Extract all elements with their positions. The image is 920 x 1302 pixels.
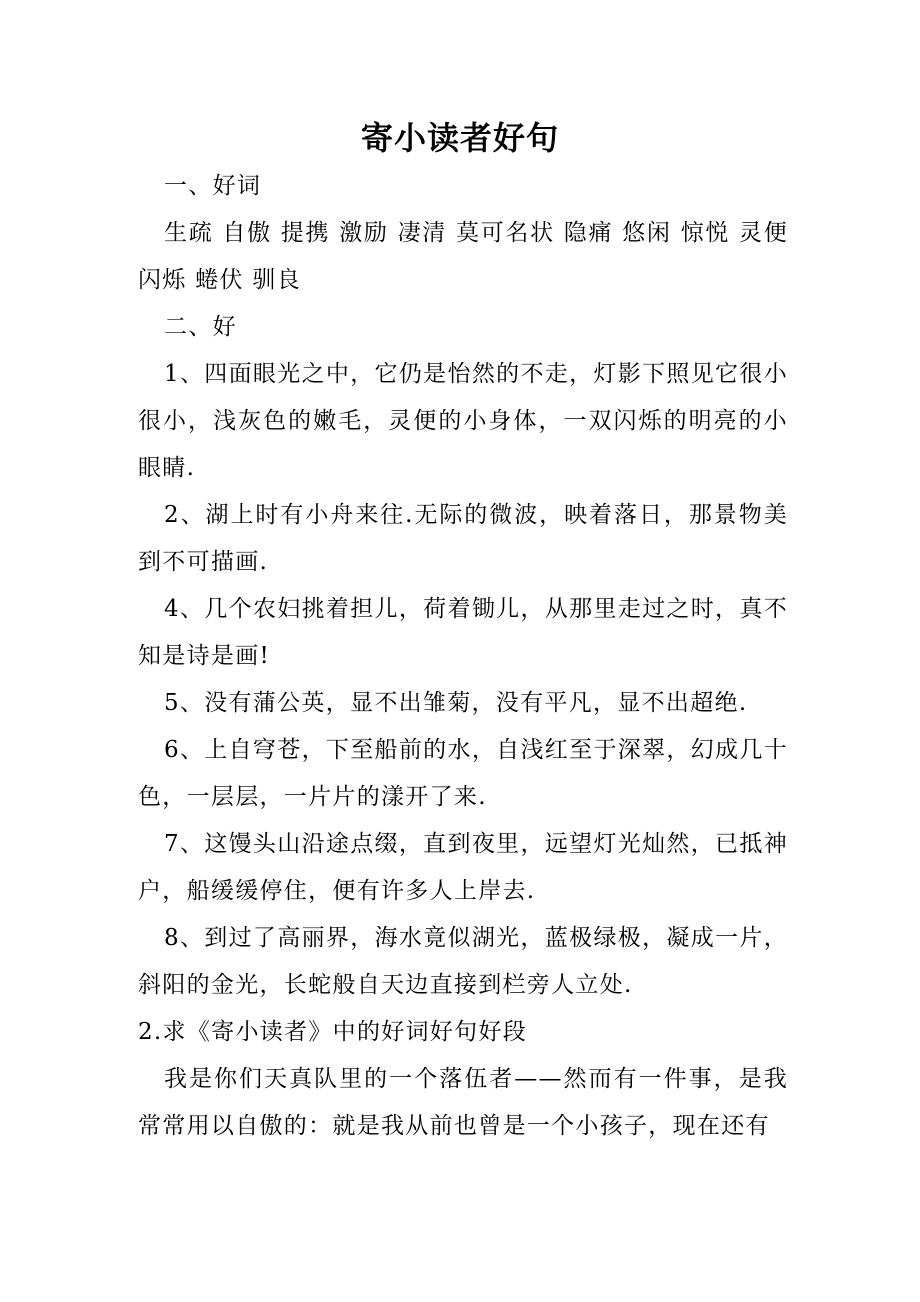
sentence-4: 4、几个农妇挑着担儿，荷着锄儿，从那里走过之时，真不知是诗是画! [138,596,788,669]
word-list: 生疏 自傲 提携 激励 凄清 莫可名状 隐痛 悠闲 惊悦 灵便 闪烁 蜷伏 驯良 [138,220,788,293]
section-heading-question: 2.求《寄小读者》中的好词好句好段 [138,1019,528,1045]
document-title: 寄小读者好句 [360,119,559,157]
document-body [138,163,788,1150]
sentence-5: 5、没有蒲公英，显不出雏菊，没有平凡，显不出超绝. [164,690,748,716]
passage-paragraph: 我是你们天真队里的一个落伍者——然而有一件事，是我常常用以自傲的：就是我从前也曾是一个小孩子，现在还有 [138,1066,788,1139]
sentence-7: 7、这馒头山沿途点缀，直到夜里，远望灯光灿然，已抵神户，船缓缓停住，便有许多人上岸去. [138,831,788,904]
section-heading-good-words: 一、好词 [164,173,262,199]
section-heading-good-sentences: 二、好 [164,314,237,340]
sentence-6: 6、上自穹苍，下至船前的水，自浅红至于深翠，幻成几十色，一层层，一片片的漾开了来. [138,737,788,810]
sentence-2: 2、湖上时有小舟来往.无际的微波，映着落日，那景物美到不可描画. [138,502,788,575]
sentence-8: 8、到过了高丽界，海水竟似湖光，蓝极绿极，凝成一片，斜阳的金光，长蛇般自天边直接到栏旁人立处. [138,925,788,998]
sentence-1: 1、四面眼光之中，它仍是怡然的不走，灯影下照见它很小很小，浅灰色的嫩毛，灵便的小身体，一双闪烁的明亮的小眼睛. [138,361,788,481]
